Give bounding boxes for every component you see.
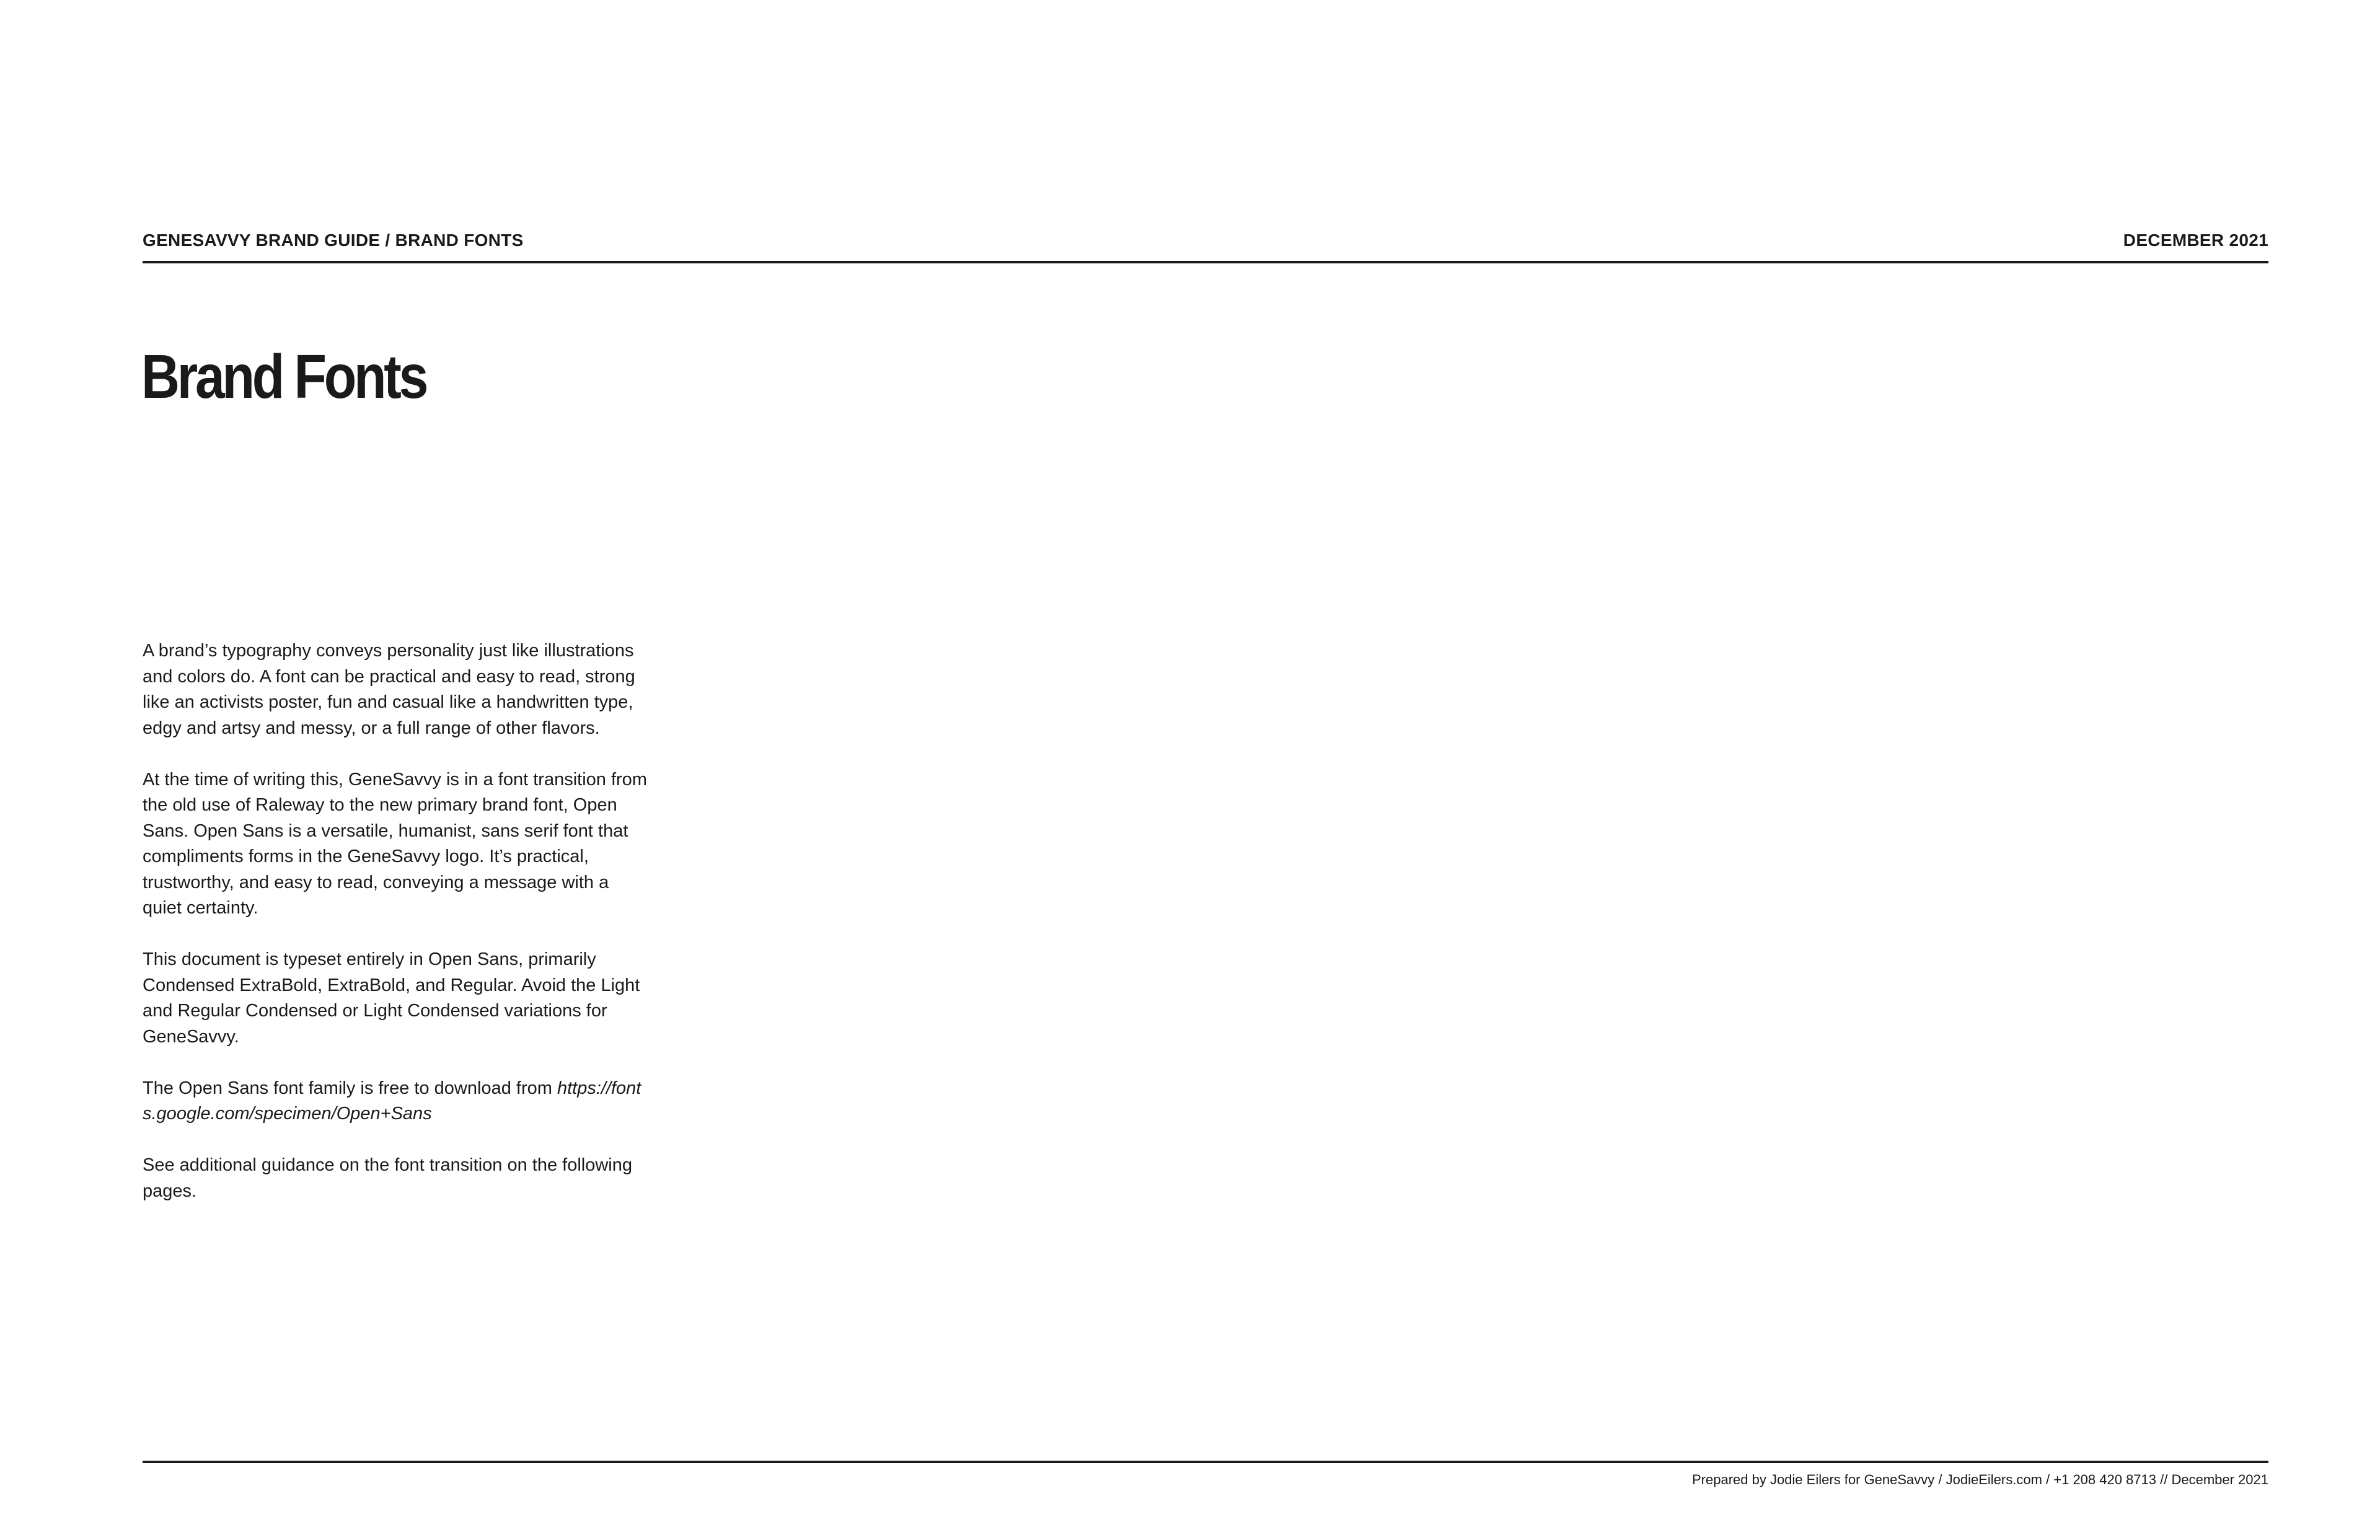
footer-credit: Prepared by Jodie Eilers for GeneSavvy / JodieEilers.com / +1 208 420 8713 // December 2021 xyxy=(1691,1472,2268,1487)
download-link[interactable]: https://fonts.google.com/specimen/Open+Sans xyxy=(143,1078,641,1124)
paragraph-typography: A brand’s typography conveys personality just like illustrations and colors do. A font can be practical and easy to read, strong like an activists poster, fun and casual like a handwritten type, edgy and artsy and messy, or a full range of other flavors. xyxy=(143,641,635,738)
footer-divider xyxy=(143,1461,2268,1463)
paragraph-typeset: This document is typeset entirely in Open Sans, primarily Condensed ExtraBold, ExtraBold, and Regular. Avoid the Light and Regular Condensed or Light Condensed variations for GeneSavvy. xyxy=(143,949,640,1047)
header-date: DECEMBER 2021 xyxy=(2123,231,2268,250)
paragraph-additional-guidance: See additional guidance on the font transition on the following pages. xyxy=(143,1155,633,1201)
paragraph-download xyxy=(143,1076,651,1127)
page-header xyxy=(143,231,2268,262)
body-text xyxy=(143,638,651,1230)
download-text: The Open Sans font family is free to download from xyxy=(143,1078,557,1098)
header-divider xyxy=(143,261,2268,263)
paragraph-font-transition: At the time of writing this, GeneSavvy is in a font transition from the old use of Raleway to the new primary brand font, Open Sans. Open Sans is a versatile, humanist, sans serif font that compliments forms in the GeneSavvy logo. It’s practical, trustworthy, and easy to read, conveying a message with a quiet certainty. xyxy=(143,769,647,918)
breadcrumb: GENESAVVY BRAND GUIDE / BRAND FONTS xyxy=(143,231,524,250)
page-title: Brand Fonts xyxy=(141,342,426,411)
